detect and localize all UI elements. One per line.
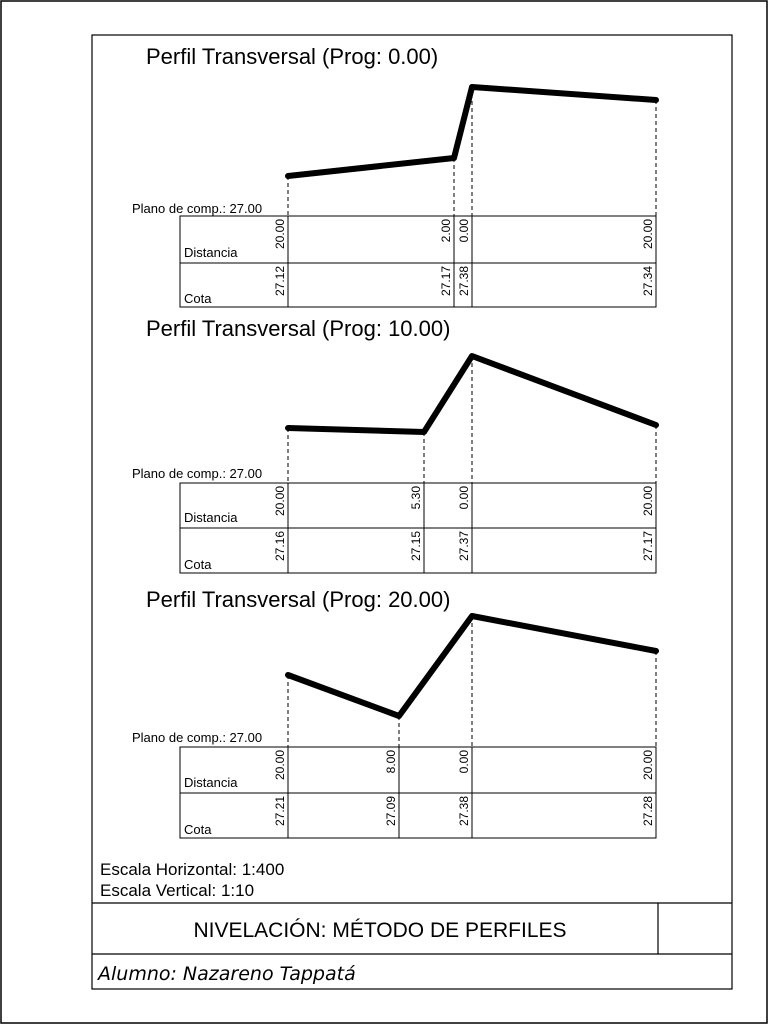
distance-value: 0.00 <box>457 219 471 243</box>
plano-label: Plano de comp.: 27.00 <box>132 466 263 481</box>
distance-value: 20.00 <box>641 750 655 781</box>
distance-value: 0.00 <box>457 750 471 774</box>
cota-label: Cota <box>184 822 212 837</box>
cota-value: 27.16 <box>273 531 287 562</box>
cota-value: 27.17 <box>641 531 655 562</box>
profile-2 <box>132 316 656 573</box>
cota-label: Cota <box>184 291 212 306</box>
distance-value: 20.00 <box>641 219 655 250</box>
distance-value: 20.00 <box>273 486 287 517</box>
distance-value: 5.30 <box>409 486 423 510</box>
cota-value: 27.21 <box>273 796 287 827</box>
vertical-scale: Escala Vertical: 1:10 <box>100 881 255 900</box>
student-name: Alumno: Nazareno Tappatá <box>98 963 356 985</box>
distancia-label: Distancia <box>184 775 238 790</box>
cota-value: 27.12 <box>273 266 287 297</box>
distance-value: 20.00 <box>273 750 287 781</box>
plano-label: Plano de comp.: 27.00 <box>132 730 263 745</box>
distance-value: 20.00 <box>641 486 655 517</box>
distance-value: 8.00 <box>384 750 398 774</box>
cota-label: Cota <box>184 557 212 572</box>
distancia-label: Distancia <box>184 245 238 260</box>
cota-value: 27.17 <box>439 266 453 297</box>
cota-value: 27.37 <box>457 531 471 562</box>
cota-value: 27.28 <box>641 796 655 827</box>
cota-value: 27.15 <box>409 531 423 562</box>
profile-title: Perfil Transversal (Prog: 0.00) <box>146 44 439 69</box>
distance-value: 20.00 <box>273 219 287 250</box>
profiles-group <box>132 44 656 838</box>
data-table <box>180 216 656 307</box>
distance-value: 2.00 <box>439 219 453 243</box>
drawing-title: NIVELACIÓN: MÉTODO DE PERFILES <box>193 919 567 942</box>
cota-value: 27.09 <box>384 796 398 827</box>
profile-title: Perfil Transversal (Prog: 20.00) <box>146 587 451 612</box>
profile-3 <box>132 587 656 838</box>
profile-title: Perfil Transversal (Prog: 10.00) <box>146 316 451 341</box>
distance-value: 0.00 <box>457 486 471 510</box>
cota-value: 27.38 <box>457 266 471 297</box>
profile-1 <box>132 44 656 307</box>
plano-label: Plano de comp.: 27.00 <box>132 201 263 216</box>
horizontal-scale: Escala Horizontal: 1:400 <box>100 860 285 879</box>
distancia-label: Distancia <box>184 510 238 525</box>
cota-value: 27.38 <box>457 796 471 827</box>
cota-value: 27.34 <box>641 266 655 297</box>
